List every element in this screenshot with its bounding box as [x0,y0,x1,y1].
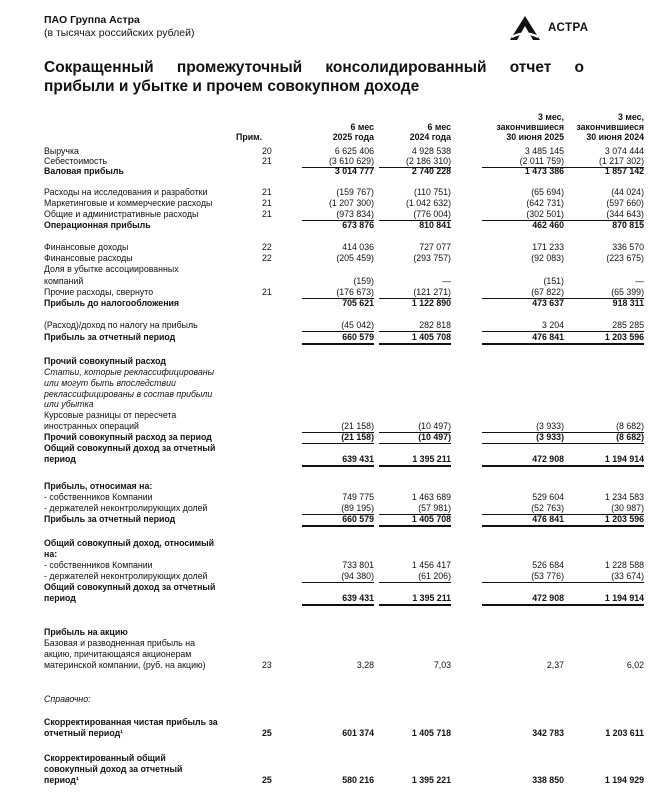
row-value: 3 485 145 [524,146,564,156]
table-row [44,492,644,503]
table-row [44,209,644,220]
row-label: Базовая и разводненная прибыль на [44,638,195,648]
row-label: Справочно: [44,694,91,704]
row-note: 25 [262,728,272,738]
row-value: (45 042) [302,320,374,332]
header-6m-2024 [379,122,451,142]
row-value: 870 815 [612,220,644,230]
header-line: 6 мес [350,122,374,132]
row-label: Прибыль на акцию [44,627,128,637]
row-value: 1 857 142 [604,166,644,176]
row-label: - собственников Компании [44,492,153,502]
row-value: (776 004) [379,209,451,221]
table-row [44,660,644,671]
header-line: 3 мес, [538,112,564,122]
row-label: Общий совокупный доход, относимый [44,538,215,548]
header-line: закончившиеся [576,122,644,132]
row-label: реклассифицированы в состав прибыли [44,389,213,399]
row-value: (30 987) [564,503,644,515]
row-value: (21 158) [302,432,374,444]
row-value: 472 908 [482,454,564,467]
row-value: 1 203 596 [564,514,644,527]
row-value: 336 570 [612,242,644,252]
row-label: Маркетинговые и коммерческие расходы [44,198,213,208]
row-value: 6 625 406 [334,146,374,156]
table-row [44,410,604,421]
row-label: или убытка [44,399,94,409]
row-value: 476 841 [482,514,564,527]
row-label: материнской компании, (руб. на акцию) [44,660,206,670]
table-row [44,593,644,604]
row-value: 601 374 [342,728,374,738]
row-label: акцию, причитающаяся акционерам [44,649,192,659]
row-value: — [635,276,644,286]
row-value: (110 751) [413,187,451,197]
row-value: 2 740 228 [411,166,451,176]
row-value: 639 431 [302,454,374,467]
table-row [44,694,604,705]
row-value: (10 497) [379,421,451,433]
row-value: 810 841 [419,220,451,230]
row-label: Общий совокупный доход за отчетный [44,443,216,453]
table-row [44,242,644,253]
astra-logo-icon [508,15,542,41]
logo [508,15,589,41]
page-title [44,58,584,96]
table-row [44,287,644,298]
row-label: период¹ [44,775,79,785]
row-value: 1 463 689 [411,492,451,502]
row-value: 1 405 718 [411,728,451,738]
header-note: Прим. [236,132,263,142]
row-value: 476 841 [482,332,564,345]
row-value: 733 801 [342,560,374,570]
table-row [44,582,604,593]
row-value: (2 011 759) [482,156,564,168]
row-value: (151) [543,276,564,286]
table-row [44,399,604,410]
table-row [44,432,644,443]
row-value: 580 216 [342,775,374,785]
row-note: 23 [262,660,272,670]
table-row [44,514,644,525]
row-value: 529 604 [532,492,564,502]
row-value: (3 933) [482,421,564,433]
row-value: (3 610 629) [302,156,374,168]
row-value: 171 233 [532,242,564,252]
row-label: Валовая прибыль [44,166,124,176]
table-row [44,443,604,454]
row-value: 3 204 [482,320,564,332]
row-value: (65 694) [531,187,564,197]
row-label: Прочий совокупный расход за период [44,432,212,442]
table-row [44,649,604,660]
row-value: (8 682) [564,432,644,444]
header-line: 30 июня 2024 [586,132,644,142]
row-value: (57 981) [379,503,451,515]
header-3m-2025 [482,112,564,142]
row-value: 285 285 [564,320,644,332]
row-value: 2,37 [546,660,564,670]
row-label: Прочий совокупный расход [44,356,166,366]
row-value: — [442,276,451,286]
table-row [44,356,604,367]
row-value: (10 497) [379,432,451,444]
row-label: Скорректированный общий [44,753,166,763]
row-label: Общий совокупный доход за отчетный [44,582,216,592]
row-value: 1 194 914 [564,593,644,606]
row-value: 1 405 708 [379,514,451,527]
row-value: (642 731) [526,198,564,208]
row-value: (1 207 300) [329,198,374,208]
row-value: 1 122 890 [411,298,451,308]
table-row [44,728,644,739]
row-label: Прибыль, относимая на: [44,481,153,491]
row-value: 1 194 929 [604,775,644,785]
table-row [44,560,644,571]
table-row [44,481,604,492]
row-value: 462 460 [532,220,564,230]
row-value: 705 621 [342,298,374,308]
row-value: 727 077 [419,242,451,252]
row-value: (176 673) [302,287,374,299]
row-value: (205 459) [336,253,374,263]
row-label: Выручка [44,146,79,156]
table-row [44,753,604,764]
row-value: (61 206) [379,571,451,583]
row-value: 1 203 596 [564,332,644,345]
row-label: Статьи, которые реклассифицированы [44,367,215,377]
row-value: 3 074 444 [604,146,644,156]
header-line: закончившиеся [496,122,564,132]
row-label: Прочие расходы, свернуто [44,287,154,297]
row-note: 25 [262,775,272,785]
row-label: Прибыль за отчетный период [44,332,176,342]
row-value: 4 928 538 [411,146,451,156]
header-line: 2025 года [332,132,374,142]
row-value: 342 783 [532,728,564,738]
row-value: (33 674) [564,571,644,583]
row-label: иностранных операций [44,421,139,431]
row-value: (89 195) [302,503,374,515]
table-row [44,367,604,378]
row-value: (121 271) [379,287,451,299]
row-value: 660 579 [302,514,374,527]
row-value: 473 637 [532,298,564,308]
row-label: - держателей неконтролирующих долей [44,503,208,513]
table-row [44,220,644,231]
row-value: 472 908 [482,593,564,606]
table-row [44,549,604,560]
row-label: Прибыль до налогообложения [44,298,180,308]
row-value: (1 217 302) [564,156,644,168]
row-value: 338 850 [532,775,564,785]
row-value: (2 186 310) [379,156,451,168]
row-value: 1 234 583 [604,492,644,502]
row-value: (21 158) [302,421,374,433]
header-3m-2024 [564,112,644,142]
row-value: (44 024) [611,187,644,197]
row-value: 526 684 [532,560,564,570]
row-value: (8 682) [564,421,644,433]
row-note: 22 [262,242,272,252]
row-value: 7,03 [433,660,451,670]
row-value: (159 767) [336,187,374,197]
row-value: (52 763) [482,503,564,515]
row-value: (597 660) [606,198,644,208]
row-value: (67 822) [482,287,564,299]
row-label: Доля в убытке ассоциированных [44,264,179,274]
row-value: (3 933) [482,432,564,444]
row-value: (302 501) [482,209,564,221]
table-row [44,166,644,177]
row-value: (92 083) [531,253,564,263]
table-row [44,503,644,514]
table-row [44,775,644,786]
row-value: 1 228 588 [604,560,644,570]
table-row [44,454,644,465]
table-row [44,627,604,638]
table-row [44,264,604,275]
row-label: совокупный доход за отчетный [44,764,183,774]
row-label: Себестоимость [44,156,108,166]
row-value: 1 203 611 [605,728,644,738]
row-label: Финансовые расходы [44,253,133,263]
table-row [44,571,644,582]
row-value: 282 818 [379,320,451,332]
row-value: 3 014 777 [334,166,374,176]
row-note: 21 [262,209,272,219]
row-value: 639 431 [302,593,374,606]
row-label: Финансовые доходы [44,242,129,252]
row-note: 21 [262,287,272,297]
row-label: отчетный период¹ [44,728,124,738]
logo-text: АСТРА [548,22,589,34]
header-line: 3 мес, [618,112,644,122]
row-value: (223 675) [606,253,644,263]
table-row [44,253,644,264]
row-label: Курсовые разницы от пересчета [44,410,177,420]
row-value: (293 757) [413,253,451,263]
row-value: 660 579 [302,332,374,345]
row-value: (973 834) [302,209,374,221]
row-value: (159) [353,276,374,286]
row-value: (94 380) [302,571,374,583]
row-value: (1 042 632) [406,198,451,208]
row-value: 1 405 708 [379,332,451,345]
table-row [44,638,604,649]
table-row [44,332,644,343]
row-label: компаний [44,276,84,286]
table-row [44,187,644,198]
row-label: или могут быть впоследствии [44,378,176,388]
row-note: 21 [262,187,272,197]
row-value: 6,02 [626,660,644,670]
title-line-1: Сокращенный промежуточный консолидированный отчет о [44,59,584,76]
row-value: 414 036 [342,242,374,252]
table-row [44,198,644,209]
table-row [44,378,604,389]
header-line: 30 июня 2025 [506,132,564,142]
table-row [44,320,644,331]
table-row [44,298,644,309]
row-label: Операционная прибыль [44,220,151,230]
row-value: 673 876 [342,220,374,230]
row-note: 20 [262,146,272,156]
row-value: 1 456 417 [411,560,451,570]
row-value: 1 395 211 [379,454,451,467]
row-label: период [44,454,76,464]
company-name: ПАО Группа Астра [44,14,140,26]
table-row [44,538,604,549]
row-value: 1 395 211 [379,593,451,606]
row-note: 21 [262,198,272,208]
header-line: 2024 года [409,132,451,142]
table-row [44,421,644,432]
row-label: период [44,593,76,603]
row-value: 1 473 386 [524,166,564,176]
row-value: (65 399) [564,287,644,299]
table-row [44,717,604,728]
currency-unit: (в тысячах российских рублей) [44,27,195,39]
header-6m-2025 [302,122,374,142]
row-label: - собственников Компании [44,560,153,570]
row-value: 1 395 221 [411,775,451,785]
header-line: 6 мес [427,122,451,132]
row-label: Скорректированная чистая прибыль за [44,717,218,727]
row-label: (Расход)/доход по налогу на прибыль [44,320,198,330]
row-value: 1 194 914 [564,454,644,467]
table-row [44,764,604,775]
row-label: Расходы на исследования и разработки [44,187,208,197]
company-header [44,14,195,40]
row-value: 3,28 [356,660,374,670]
row-label: - держателей неконтролирующих долей [44,571,208,581]
row-value: 749 775 [342,492,374,502]
row-label: Прибыль за отчетный период [44,514,176,524]
row-label: Общие и административные расходы [44,209,199,219]
row-value: 918 311 [612,298,644,308]
row-value: (344 643) [564,209,644,221]
row-label: на: [44,549,58,559]
title-line-2: прибыли и убытке и прочем совокупном доходе [44,78,420,95]
row-note: 22 [262,253,272,263]
row-note: 21 [262,156,272,166]
table-row [44,276,644,287]
row-value: (53 776) [482,571,564,583]
